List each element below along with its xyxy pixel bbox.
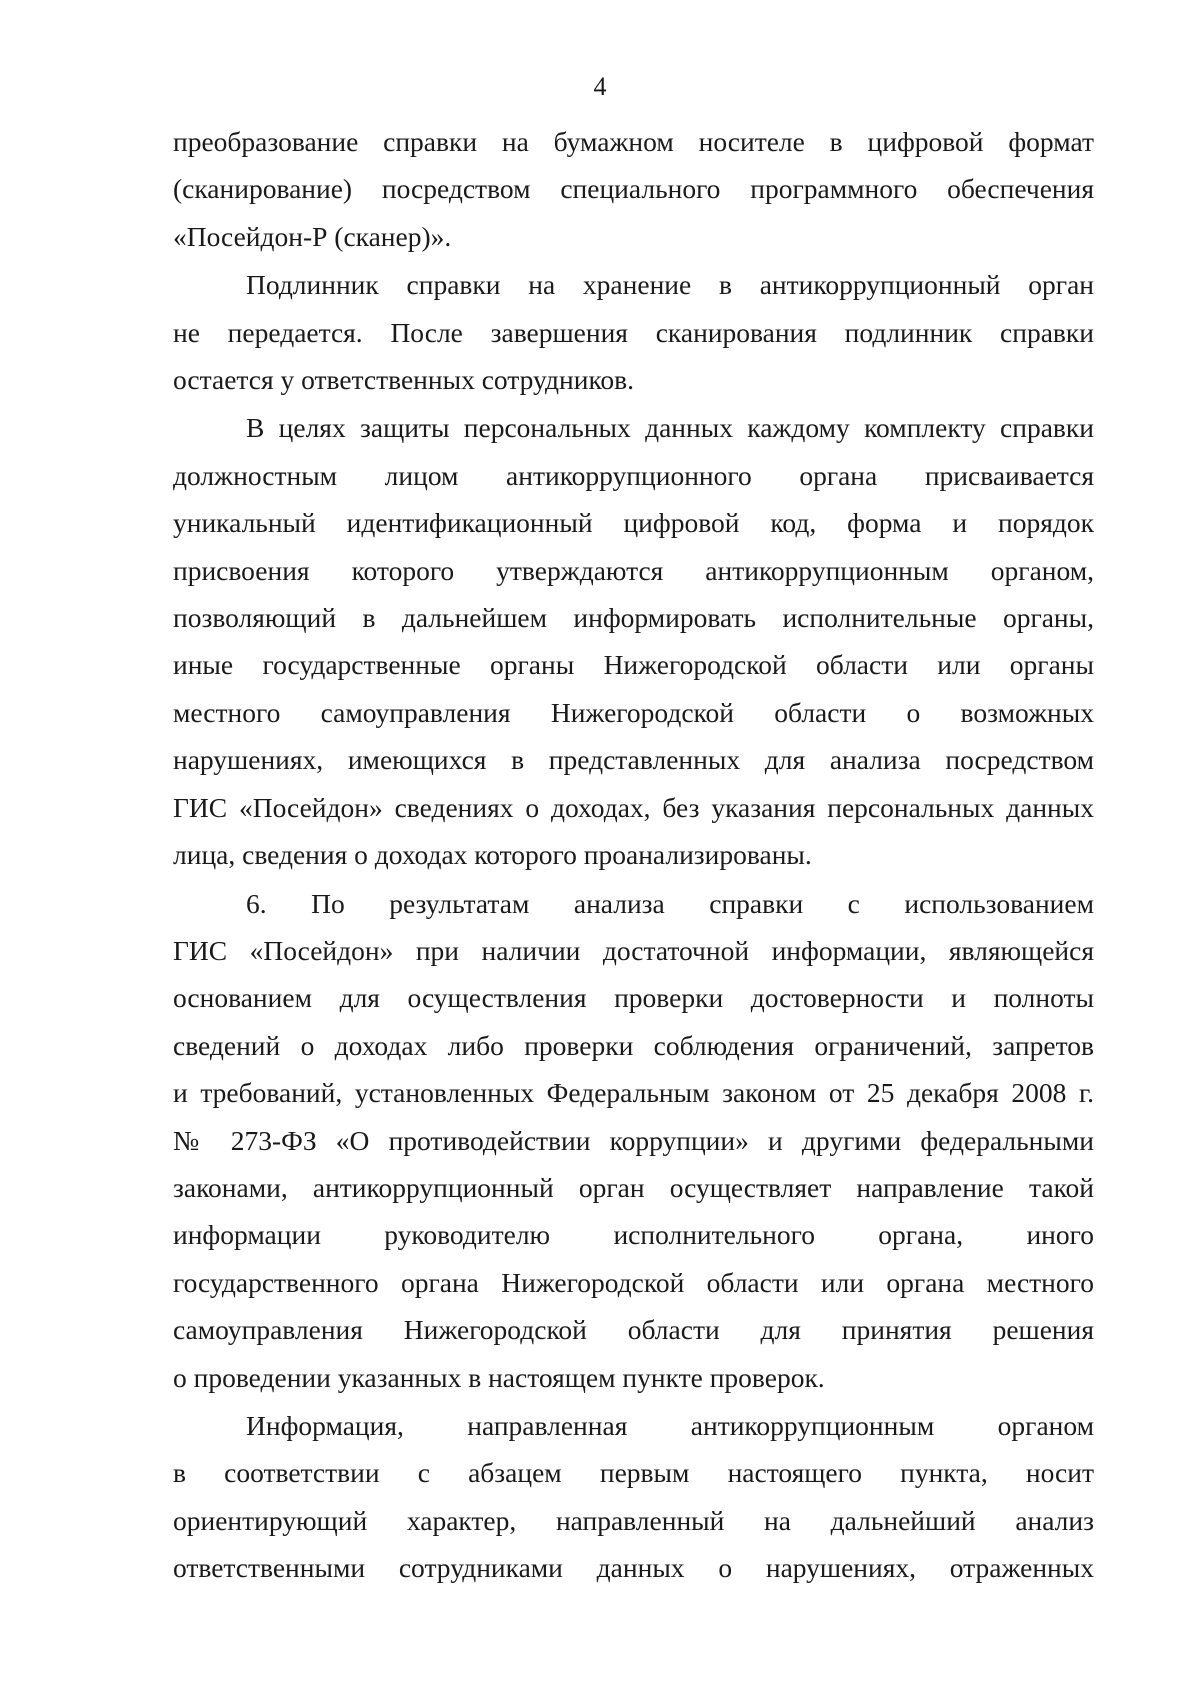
paragraph-personal-data-protection — [173, 404, 1094, 878]
text-line: «Посейдон-Р (сканер)». — [173, 220, 452, 252]
text-line: ответственными сотрудниками данных о нарушениях, отраженных — [173, 1552, 1094, 1584]
document-body — [173, 118, 1094, 1592]
text-line: должностным лицом антикоррупционного органа присваивается — [173, 459, 1094, 491]
text-line: Подлинник справки на хранение в антикоррупционный орган — [246, 269, 1094, 301]
paragraph-information-nature — [173, 1402, 1094, 1592]
text-line: остается у ответственных сотрудников. — [173, 364, 635, 396]
text-line: ГИС «Посейдон» сведениях о доходах, без указания персональных данных — [173, 791, 1094, 823]
text-line: основанием для осуществления проверки достоверности и полноты — [173, 982, 1094, 1014]
text-line: преобразование справки на бумажном носителе в цифровой формат — [173, 126, 1094, 157]
text-line: о проведении указанных в настоящем пункте проверок. — [173, 1361, 825, 1393]
text-line: Информация, направленная антикоррупционным органом — [246, 1409, 1094, 1441]
text-line: ГИС «Посейдон» при наличии достаточной информации, являющейся — [173, 934, 1094, 966]
text-line: (сканирование) посредством специального программного обеспечения — [173, 173, 1094, 205]
text-line: самоуправления Нижегородской области для принятия решения — [173, 1314, 1094, 1346]
text-line: ориентирующий характер, направленный на дальнейший анализ — [173, 1504, 1094, 1536]
text-line: позволяющий в дальнейшем информировать исполнительные органы, — [173, 602, 1094, 634]
text-line: в соответствии с абзацем первым настоящего пункта, носит — [173, 1457, 1094, 1489]
text-line: лица, сведения о доходах которого проанализированы. — [173, 839, 812, 871]
text-line: сведений о доходах либо проверки соблюдения ограничений, запретов — [173, 1029, 1094, 1061]
paragraph-scanning-continuation — [173, 118, 1094, 260]
text-line: и требований, установленных Федеральным законом от 25 декабря 2008 г. — [173, 1077, 1094, 1109]
paragraph-original-storage — [173, 261, 1094, 403]
page-number: 4 — [593, 72, 607, 101]
text-line: не передается. После завершения сканирования подлинник справки — [173, 316, 1094, 348]
text-line: № 273-ФЗ «О противодействии коррупции» и другими федеральными — [173, 1124, 1094, 1156]
text-line: информации руководителю исполнительного органа, иного — [173, 1219, 1094, 1251]
text-line: присвоения которого утверждаются антикоррупционным органом, — [173, 554, 1094, 586]
text-line: нарушениях, имеющихся в представленных для анализа посредством — [173, 744, 1094, 776]
text-line: уникальный идентификационный цифровой код, форма и порядок — [173, 507, 1094, 539]
paragraph-item-6 — [173, 880, 1094, 1401]
text-line: В целях защиты персональных данных каждому комплекту справки — [246, 412, 1094, 444]
text-line: 6. По результатам анализа справки с использованием — [246, 887, 1094, 919]
text-line: законами, антикоррупционный орган осуществляет направление такой — [173, 1171, 1094, 1203]
text-line: местного самоуправления Нижегородской области о возможных — [173, 696, 1094, 728]
text-line: иные государственные органы Нижегородской области или органы — [173, 649, 1094, 681]
text-line: государственного органа Нижегородской области или органа местного — [173, 1266, 1094, 1298]
